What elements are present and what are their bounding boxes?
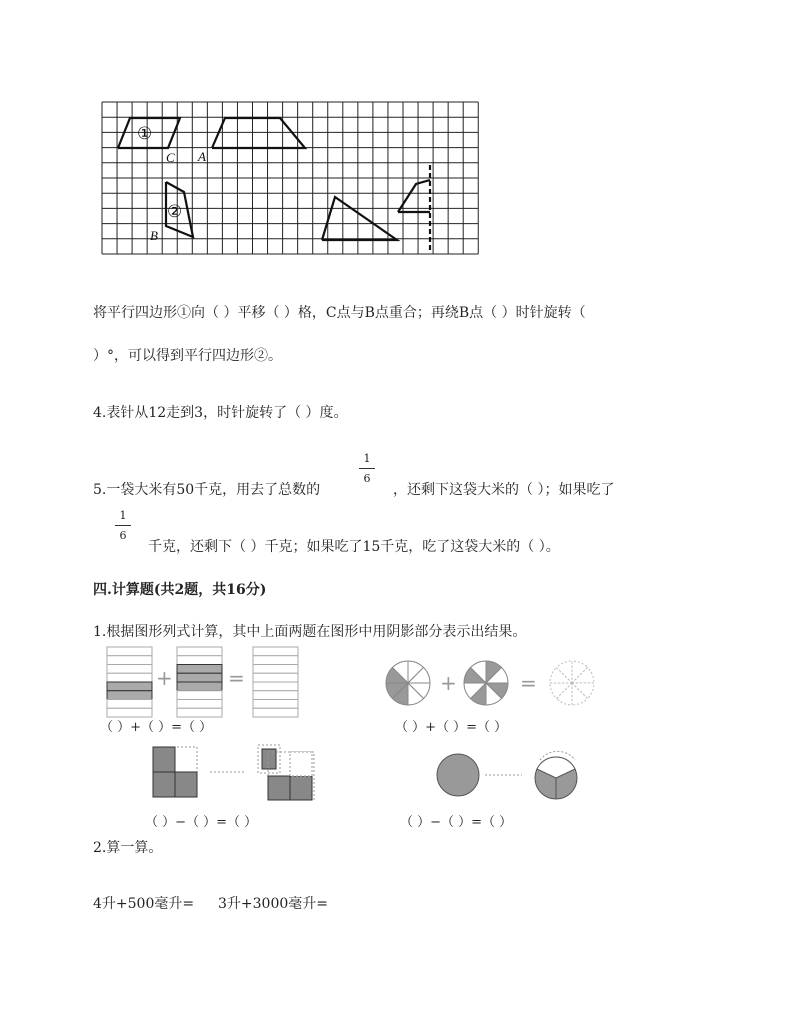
calc2-item-1: 4升+500毫升= <box>93 896 195 912</box>
equation-bottom-right: （ ）−（ ）=（ ） <box>400 815 513 830</box>
q4-text: 4.表针从12走到3，时针旋转了（ ）度。 <box>93 405 348 421</box>
fraction-numerator: 1 <box>119 509 127 522</box>
fraction-denominator: 6 <box>363 472 371 485</box>
whole-circle-figure <box>437 754 479 796</box>
point-b-label: B <box>150 228 158 243</box>
plus-sign: + <box>440 671 457 695</box>
section-4-heading: 四.计算题(共2题，共16分) <box>93 582 267 598</box>
equals-sign: = <box>520 671 537 695</box>
square-figure-removed <box>258 745 314 800</box>
point-a-label: A <box>198 149 206 164</box>
shape2-label: ② <box>167 202 183 222</box>
calc1-prompt: 1.根据图形列式计算，其中上面两题在图形中用阴影部分表示出结果。 <box>93 624 527 640</box>
q5-part2: ，还剩下这袋大米的（ ）；如果吃了 <box>393 482 615 498</box>
equals-sign: = <box>228 666 245 690</box>
circle-with-removed-slice <box>535 751 577 799</box>
equation-top-right: （ ）+（ ）=（ ） <box>395 720 508 735</box>
equation-top-left: （ ）+（ ）=（ ） <box>100 720 213 735</box>
q3-line1: 将平行四边形①向（ ）平移（ ）格，C点与B点重合；再绕B点（ ）时针旋转（ <box>93 305 586 321</box>
equation-bottom-left: （ ）−（ ）=（ ） <box>145 815 258 830</box>
q3-line2: ）°，可以得到平行四边形②。 <box>93 348 282 364</box>
fraction-denominator: 6 <box>119 529 127 542</box>
plus-sign: + <box>156 666 173 690</box>
q5-part3: 千克，还剩下（ ）千克；如果吃了15千克，吃了这袋大米的（ ）。 <box>148 539 560 555</box>
q5-part1: 5.一袋大米有50千克，用去了总数的 <box>93 482 321 498</box>
calc2-item-2: 3升+3000毫升= <box>218 896 328 912</box>
shape1-label: ① <box>137 124 153 144</box>
point-c-label: C <box>166 150 175 165</box>
square-figure-whole <box>153 747 197 797</box>
fraction-numerator: 1 <box>363 452 371 465</box>
calc2-prompt: 2.算一算。 <box>93 840 163 856</box>
